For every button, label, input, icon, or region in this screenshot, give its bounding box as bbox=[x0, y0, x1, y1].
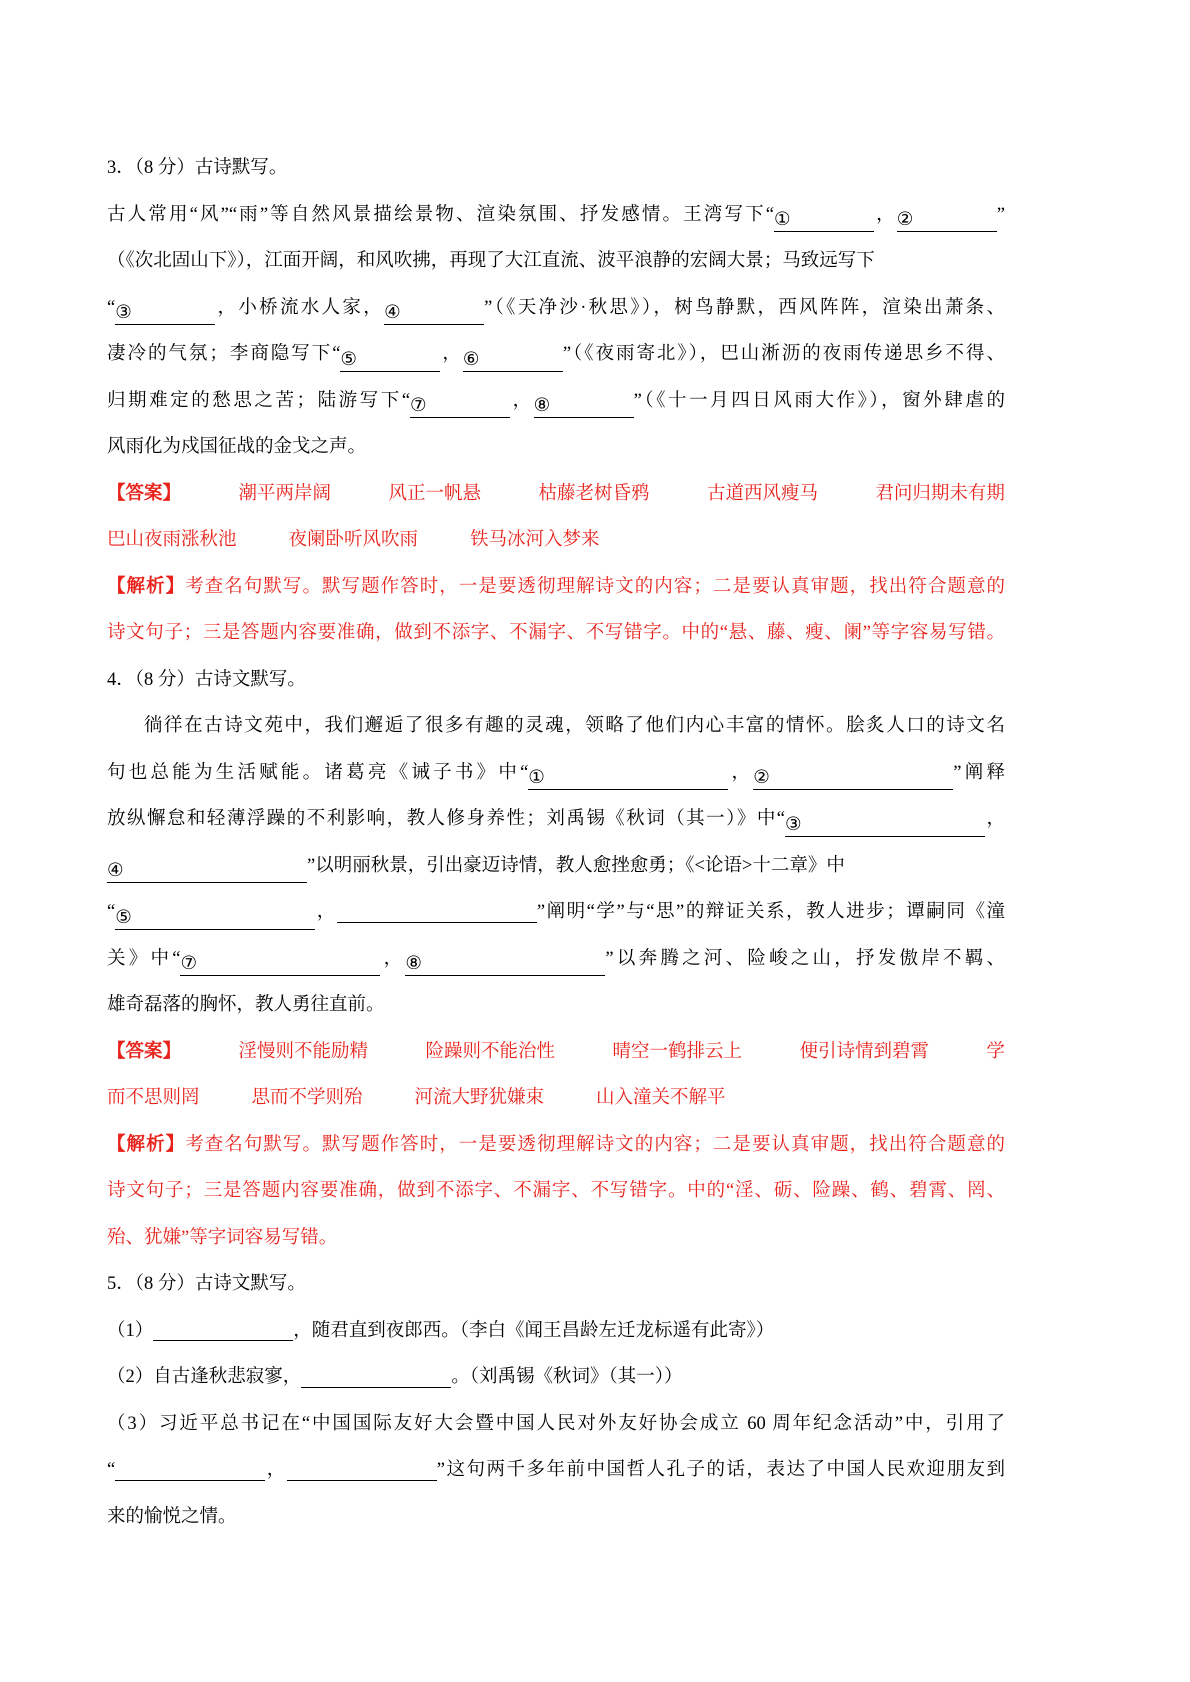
q3-line-3 bbox=[107, 285, 1005, 332]
answer-label: 【答案】 bbox=[107, 483, 182, 504]
analysis-label: 【解析】 bbox=[107, 576, 186, 597]
text-segment: 雄奇磊落的胸怀，教人勇往直前。 bbox=[107, 995, 385, 1015]
q5-line-1 bbox=[107, 1308, 1005, 1355]
answer-item: 山入潼关不解平 bbox=[596, 1088, 726, 1108]
fill-blank-3: ③ bbox=[115, 302, 215, 325]
q5-line-3 bbox=[107, 1401, 1005, 1448]
text-segment: 归期难定的愁思之苦；陆游写下“ bbox=[107, 390, 411, 411]
q3-analysis-line-1 bbox=[107, 564, 1005, 611]
text-segment: 风雨化为戍国征战的金戈之声。 bbox=[107, 437, 367, 457]
fill-blank-6: ⑥ bbox=[463, 349, 563, 372]
answer-item: 思而不学则殆 bbox=[251, 1088, 363, 1108]
q4-line-4 bbox=[107, 843, 1005, 890]
fill-blank-7: ⑦ bbox=[180, 953, 380, 976]
fill-blank-1: ① bbox=[528, 767, 728, 790]
fill-blank-7: ⑦ bbox=[410, 395, 510, 418]
fill-blank-5: ⑤ bbox=[115, 907, 315, 930]
answer-item: 便引诗情到碧霄 bbox=[799, 1041, 929, 1062]
text-segment: ”（《十一月四日风雨大作》），窗外肆虐的 bbox=[633, 390, 1005, 411]
answer-item: 淫慢则不能励精 bbox=[238, 1041, 368, 1062]
answer-item: 枯藤老树昏鸦 bbox=[538, 483, 650, 504]
fill-blank-5: ⑤ bbox=[340, 349, 440, 372]
q3-line-4 bbox=[107, 331, 1005, 378]
exam-page bbox=[107, 145, 1005, 1540]
fill-blank-1: ① bbox=[774, 209, 874, 232]
text-segment: ”（《天净沙·秋思》），树鸟静默，西风阵阵，渲染出萧条、 bbox=[484, 297, 1005, 318]
answer-item: 巴山夜雨涨秋池 bbox=[107, 530, 237, 550]
q4-line-7 bbox=[107, 982, 1005, 1029]
q3-line-6 bbox=[107, 424, 1005, 471]
q4-line-6 bbox=[107, 936, 1005, 983]
fill-blank-2: ② bbox=[897, 209, 997, 232]
text-segment: ”这句两千多年前中国哲人孔子的话，表达了中国人民欢迎朋友到 bbox=[436, 1460, 1005, 1480]
fill-blank-3: ③ bbox=[785, 814, 985, 837]
analysis-text: 考查名句默写。默写题作答时，一是要透彻理解诗文的内容；二是要认真审题，找出符合题意的 bbox=[185, 576, 1005, 597]
q4-analysis-line-1 bbox=[107, 1122, 1005, 1169]
text-segment: （3）习近平总书记在“中国国际友好大会暨中国人民对外友好协会成立 60 周年纪念活动”中，引用了 bbox=[107, 1413, 1005, 1434]
text-segment: ”以奔腾之河、险峻之山，抒发傲岸不羁、 bbox=[605, 948, 1005, 969]
text-segment: 古人常用“风”“雨”等自然风景描绘景物、渲染氛围、抒发感情。王湾写下“ bbox=[107, 204, 774, 225]
q4-analysis-line-2 bbox=[107, 1168, 1005, 1215]
fill-blank-4 bbox=[287, 1457, 437, 1480]
fill-blank-3 bbox=[115, 1457, 265, 1480]
q3-answer-row-1 bbox=[107, 471, 1005, 518]
text-segment: ， bbox=[873, 204, 897, 225]
q5-line-5 bbox=[107, 1494, 1005, 1541]
text-segment: 徜徉在古诗文苑中，我们邂逅了很多有趣的灵魂，领略了他们内心丰富的情怀。脍炙人口的诗文名 bbox=[144, 716, 1005, 736]
text-segment: ， bbox=[380, 948, 406, 969]
fill-blank-4: ④ bbox=[107, 860, 307, 883]
analysis-text: 诗文句子；三是答题内容要准确，做到不添字、不漏字、不写错字。中的“淫、砺、险躁、鹤、碧霄、罔、 bbox=[107, 1181, 1005, 1201]
text-segment: ， bbox=[265, 1460, 287, 1480]
text-segment: ”（《夜雨寄北》），巴山淅沥的夜雨传递思乡不得、 bbox=[562, 344, 1005, 364]
q4-line-1 bbox=[107, 703, 1005, 750]
analysis-text: 考查名句默写。默写题作答时，一是要透彻理解诗文的内容；二是要认真审题，找出符合题意的 bbox=[185, 1134, 1005, 1155]
text-segment: （1） bbox=[107, 1320, 154, 1341]
q4-answer-row-1 bbox=[107, 1029, 1005, 1076]
fill-blank-2 bbox=[301, 1364, 451, 1387]
q4-line-2 bbox=[107, 750, 1005, 797]
text-segment: ， bbox=[728, 762, 754, 783]
fill-blank-2: ② bbox=[753, 767, 953, 790]
answer-item: 潮平两岸阔 bbox=[238, 483, 331, 504]
answer-item: 学 bbox=[986, 1041, 1005, 1062]
text-segment: ， bbox=[510, 390, 534, 411]
q3-line-2 bbox=[107, 238, 1005, 285]
text-segment: ”以明丽秋景，引出豪迈诗情，教人愈挫愈勇；《<论语>十二章》中 bbox=[307, 855, 845, 876]
text-segment: ”阐明“学”与“思”的辩证关系，教人进步；谭嗣同《潼 bbox=[536, 902, 1005, 922]
text-segment: ” bbox=[996, 204, 1005, 225]
fill-blank-4: ④ bbox=[384, 302, 484, 325]
text-segment: 放纵懈怠和轻薄浮躁的不利影响，教人修身养性；刘禹锡《秋词（其一）》中“ bbox=[107, 809, 786, 829]
q3-analysis-line-2 bbox=[107, 610, 1005, 657]
fill-blank-8: ⑧ bbox=[534, 395, 634, 418]
fill-blank-1 bbox=[153, 1318, 293, 1341]
text-segment: ”阐释 bbox=[953, 762, 1005, 783]
text-segment: 关》中“ bbox=[107, 948, 181, 969]
answer-item: 晴空一鹤排云上 bbox=[612, 1041, 742, 1062]
text-segment: （2）自古逢秋悲寂寥， bbox=[107, 1367, 302, 1387]
text-segment: 。（刘禹锡《秋词》（其一）） bbox=[451, 1367, 683, 1387]
answer-item: 夜阑卧听风吹雨 bbox=[288, 530, 419, 550]
q5-heading: 5．（8 分）古诗文默写。 bbox=[107, 1274, 306, 1294]
q3-heading: 3．（8 分）古诗默写。 bbox=[107, 158, 288, 178]
answer-item: 河流大野犹嫌束 bbox=[414, 1088, 545, 1108]
q4-analysis-line-3 bbox=[107, 1215, 1005, 1262]
text-segment: “ bbox=[107, 902, 116, 922]
analysis-text: 殆、犹嫌”等字词容易写错。 bbox=[107, 1227, 338, 1248]
q4-line-5 bbox=[107, 889, 1005, 936]
q5-line-2 bbox=[107, 1354, 1005, 1401]
text-segment: 句也总能为生活赋能。诸葛亮《诫子书》中“ bbox=[107, 762, 529, 783]
text-segment: “ bbox=[107, 297, 116, 318]
text-segment: 来的愉悦之情。 bbox=[107, 1506, 237, 1527]
answer-item: 险躁则不能治性 bbox=[425, 1041, 555, 1062]
q5-line-4 bbox=[107, 1447, 1005, 1494]
q4-heading: 4．（8 分）古诗文默写。 bbox=[107, 669, 306, 690]
answer-label: 【答案】 bbox=[107, 1041, 182, 1062]
text-segment: 凄冷的气氛；李商隐写下“ bbox=[107, 344, 341, 364]
text-segment: ， bbox=[440, 344, 463, 364]
analysis-text: 诗文句子；三是答题内容要准确，做到不添字、不漏字、不写错字。中的“悬、藤、瘦、阑”等字容易写错。 bbox=[107, 623, 1005, 643]
q3-answer-row-2 bbox=[107, 517, 1005, 564]
text-segment: ，随君直到夜郎西。（李白《闻王昌龄左迁龙标遥有此寄》） bbox=[293, 1320, 775, 1341]
answer-item: 铁马冰河入梦来 bbox=[470, 530, 600, 550]
fill-blank-6 bbox=[337, 899, 537, 922]
q4-answer-row-2 bbox=[107, 1075, 1005, 1122]
q4-line-3 bbox=[107, 796, 1005, 843]
fill-blank-8: ⑧ bbox=[405, 953, 605, 976]
answer-item: 古道西风瘦马 bbox=[706, 483, 818, 504]
answer-item: 君问归期未有期 bbox=[875, 483, 1005, 504]
answer-item: 风正一帆悬 bbox=[388, 483, 481, 504]
q3-line-5 bbox=[107, 378, 1005, 425]
answer-item: 而不思则罔 bbox=[107, 1088, 200, 1108]
text-segment: “ bbox=[107, 1460, 116, 1480]
q3-line-1 bbox=[107, 192, 1005, 239]
text-segment: ， bbox=[315, 902, 337, 922]
text-segment: （《次北固山下》），江面开阔，和风吹拂，再现了大江直流、波平浪静的宏阔大景；马致远写下 bbox=[107, 251, 875, 271]
analysis-label: 【解析】 bbox=[107, 1134, 186, 1155]
text-segment: ， bbox=[985, 809, 1005, 829]
text-segment: ，小桥流水人家， bbox=[215, 297, 385, 318]
